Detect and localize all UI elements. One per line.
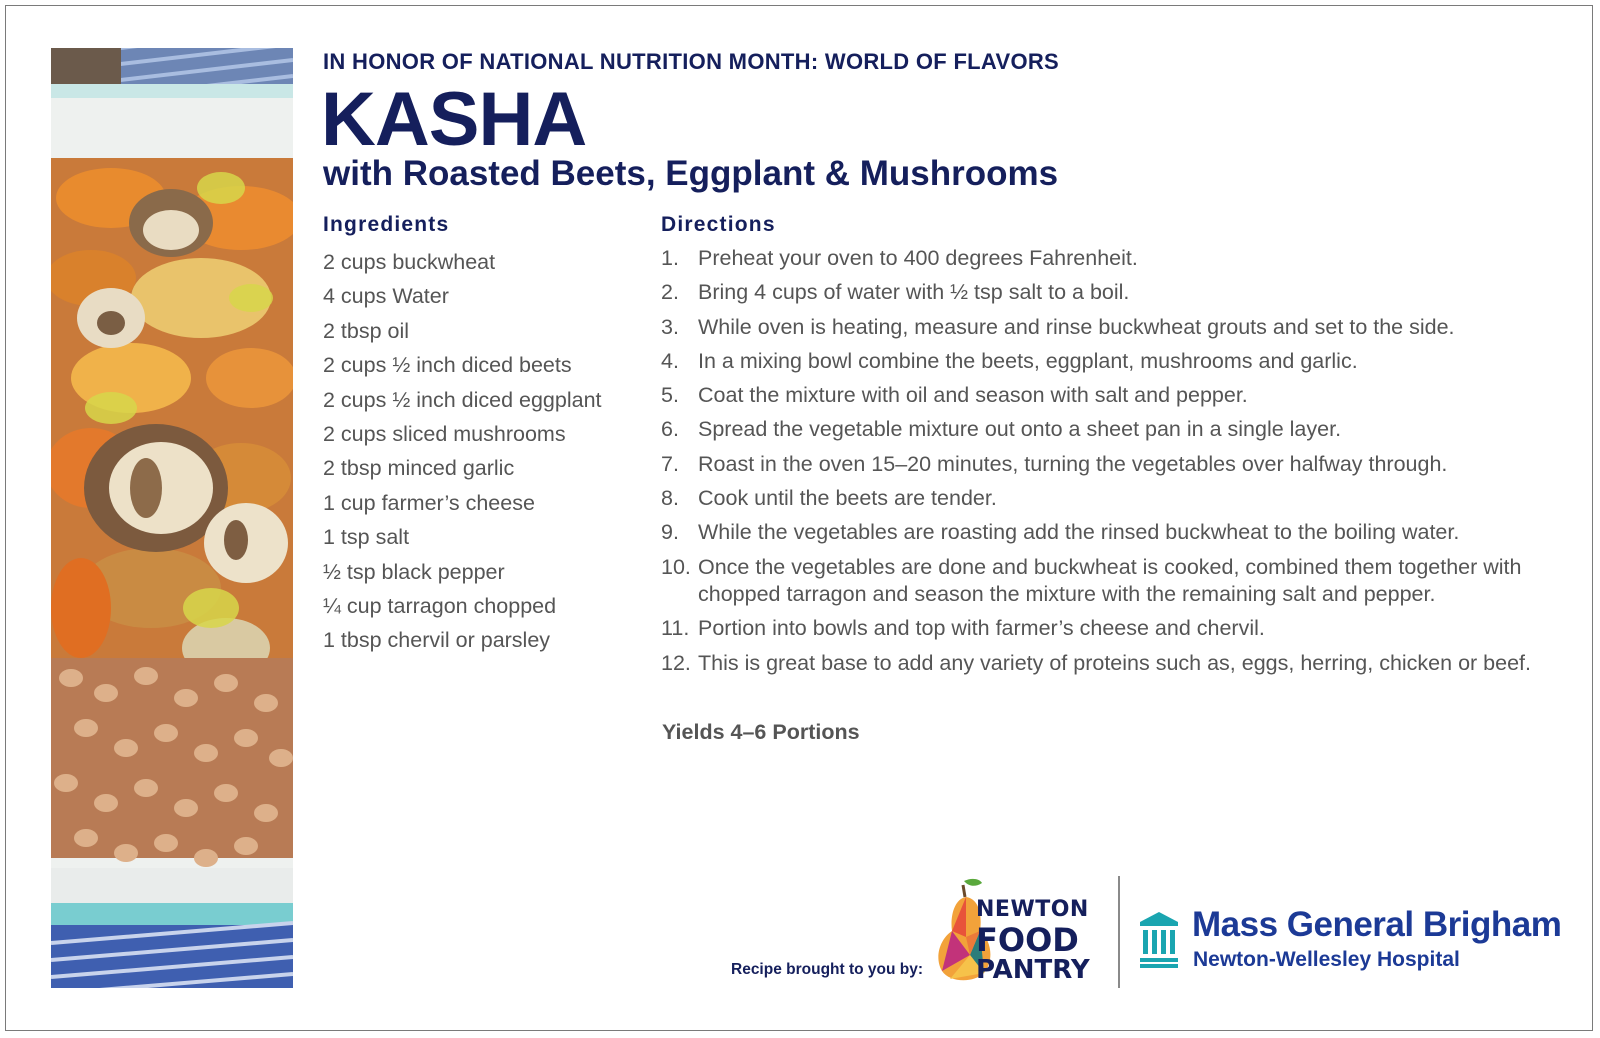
direction-step	[661, 650, 1566, 678]
step-number: 5.	[661, 383, 679, 408]
direction-step	[661, 519, 1566, 547]
direction-step	[661, 279, 1566, 307]
ingredient-item: 1 tbsp chervil or parsley	[323, 628, 551, 653]
direction-step	[661, 554, 1566, 609]
step-number: 6.	[661, 417, 679, 442]
step-number: 8.	[661, 486, 679, 511]
ingredient-item: ½ tsp black pepper	[323, 559, 505, 584]
recipe-title: KASHA	[321, 77, 587, 162]
recipe-credit-label: Recipe brought to you by:	[731, 961, 924, 978]
step-number: 2.	[661, 280, 679, 305]
step-number: 10.	[661, 554, 691, 579]
step-text: Coat the mixture with oil and season with salt and pepper.	[698, 383, 1248, 408]
step-text: Once the vegetables are done and buckwheat is cooked, combined them together with chopped tarragon and season the mixture with the remaining salt and pepper.	[698, 554, 1522, 607]
step-number: 12.	[661, 650, 691, 675]
directions-list	[661, 245, 1566, 684]
step-text: Preheat your oven to 400 degrees Fahrenheit.	[698, 246, 1138, 270]
ingredient-item: 2 cups ½ inch diced beets	[323, 353, 572, 378]
hospital-subtitle: Newton-Wellesley Hospital	[1193, 948, 1460, 971]
ingredients-heading: Ingredients	[323, 213, 450, 236]
step-number: 11.	[661, 616, 690, 641]
ingredient-item: 4 cups Water	[323, 284, 449, 309]
recipe-subtitle: with Roasted Beets, Eggplant & Mushrooms	[323, 154, 1059, 193]
direction-step	[661, 416, 1566, 444]
step-number: 7.	[661, 451, 679, 476]
kasha-food-photo	[51, 48, 293, 988]
hospital-name: Mass General Brigham	[1192, 905, 1562, 944]
ingredient-item: 1 cup farmer’s cheese	[323, 490, 535, 515]
directions-heading: Directions	[661, 213, 776, 236]
pantry-logo-line-2: FOOD	[976, 921, 1079, 959]
step-text: In a mixing bowl combine the beets, eggplant, mushrooms and garlic.	[698, 348, 1358, 373]
direction-step	[661, 485, 1566, 513]
step-number: 9.	[661, 520, 679, 545]
direction-step	[661, 245, 1566, 273]
step-text: Spread the vegetable mixture out onto a sheet pan in a single layer.	[698, 417, 1342, 442]
direction-step	[661, 314, 1566, 342]
yields-text: Yields 4–6 Portions	[662, 720, 860, 744]
ingredient-item: ¼ cup tarragon chopped	[323, 594, 557, 619]
ingredient-item: 2 cups buckwheat	[323, 250, 496, 274]
step-text: Cook until the beets are tender.	[698, 486, 997, 511]
direction-step	[661, 451, 1566, 479]
ingredients-list	[323, 245, 602, 658]
building-columns-icon	[1138, 910, 1180, 968]
ingredient-item: 2 cups sliced mushrooms	[323, 422, 566, 447]
step-text: While the vegetables are roasting add the rinsed buckwheat to the boiling water.	[698, 520, 1460, 545]
pantry-logo-line-1: NEWTON	[976, 897, 1089, 922]
ingredient-item: 1 tsp salt	[323, 525, 410, 550]
step-number: 4.	[661, 348, 679, 373]
eyebrow-heading: IN HONOR OF NATIONAL NUTRITION MONTH: WORLD OF FLAVORS	[323, 49, 1060, 74]
step-text: Roast in the oven 15–20 minutes, turning the vegetables over halfway through.	[698, 451, 1448, 476]
direction-step	[661, 382, 1566, 410]
ingredient-item: 2 tbsp minced garlic	[323, 456, 515, 481]
step-text: Bring 4 cups of water with ½ tsp salt to a boil.	[698, 280, 1130, 305]
step-number: 1.	[661, 246, 679, 270]
pantry-logo-line-3: PANTRY	[976, 955, 1090, 985]
step-number: 3.	[661, 314, 679, 339]
step-text: Portion into bowls and top with farmer’s cheese and chervil.	[698, 616, 1265, 641]
newton-food-pantry-logo	[936, 877, 1106, 983]
ingredient-item: 2 tbsp oil	[323, 318, 410, 343]
logo-divider	[1118, 876, 1120, 988]
step-text: While oven is heating, measure and rinse buckwheat grouts and set to the side.	[698, 314, 1455, 339]
ingredient-item: 2 cups ½ inch diced eggplant	[323, 387, 602, 412]
direction-step	[661, 615, 1566, 643]
step-text: This is great base to add any variety of proteins such as, eggs, herring, chicken or beef.	[698, 650, 1531, 675]
direction-step	[661, 348, 1566, 376]
